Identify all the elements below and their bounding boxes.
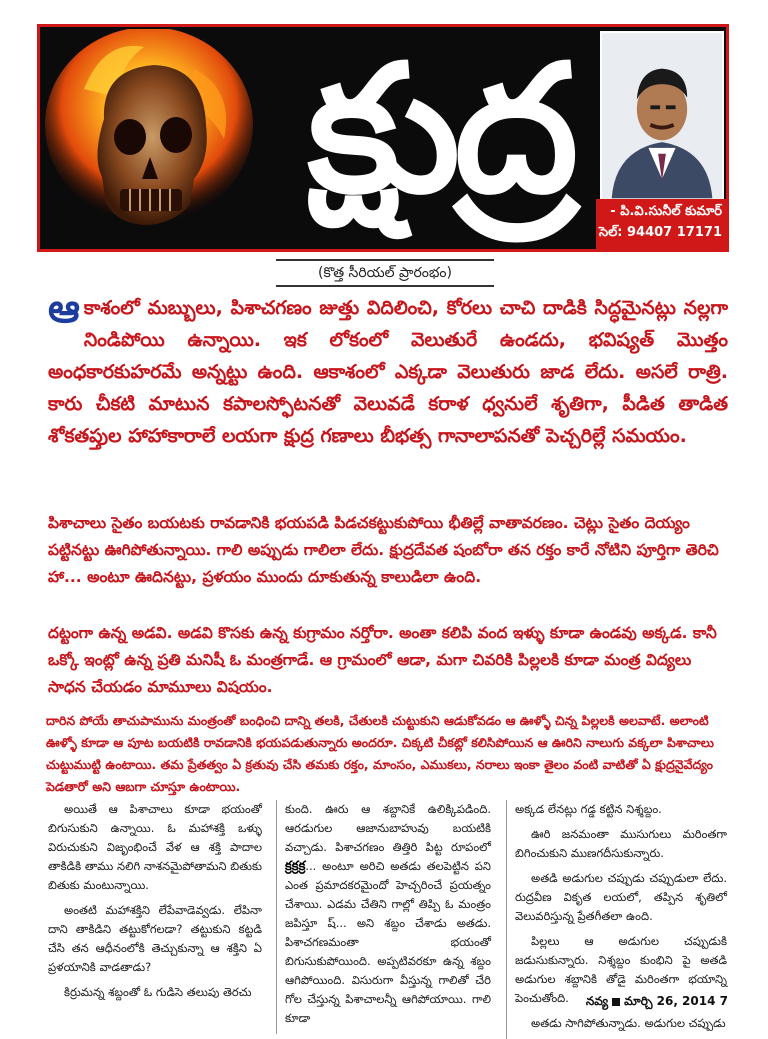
column-paragraph <box>285 800 491 1028</box>
column-paragraph: కిర్రుమన్న శబ్దంతో ఓ గుడిసె తలుపు తెరచు <box>64 985 252 999</box>
publication-name: నవ్య <box>585 994 609 1008</box>
column-paragraph: అతడి అడుగుల చప్పుడు చప్పుడులా లేదు. రుద్రవీణ వికృత లయలో, తప్పిన శృతిలో వెలువరిస్తున్న ప్రేతగీతలా ఉంది. <box>515 871 727 923</box>
text-column-1 <box>48 800 262 1008</box>
author-credit <box>596 199 728 249</box>
serial-title: క్షుద్ర <box>307 25 573 232</box>
page-footer <box>586 994 728 1011</box>
drop-cap: ఆ <box>48 286 80 332</box>
intro-paragraph <box>48 286 728 502</box>
column-paragraph: అయితే ఆ పిశాచాలు కూడా భయంతో బిగుసుకుని ఉన్నాయి. ఓ మహాశక్తి ఒళ్ళు విరుచుకుని విజృంభించే వేళ ఆ శక్తి పాదాల తాకిడికి తాము నలిగి నాశనమైపోతామని బితుకు బితుకు మంటున్నాయి. <box>48 802 262 892</box>
serial-title-banner <box>37 24 729 252</box>
column-text: ... అంటూ అరిచి అతడు తలపెట్టిన పని ఎంత ప్రమాదకరమైందో హెచ్చరించే ప్రయత్నం చేశాయి. ఎడమ చేతిని గాల్లో తిప్పి ఓ మంత్రం జపిస్తూ ష్... అని శబ్దం చేశాడు అతడు. పిశాచగణమంతా భయంతో బిగుసుకుపోయింది. అప్పటివరకూ ఉన్న శబ్దం ఆగిపోయింది. విసురుగా వీస్తున్న గాలితో చేరి గోల చేస్తున్న పిశాచాలన్నీ ఆగిపోయాయి. గాలి కూడా <box>285 859 491 1025</box>
issue-date: మార్చి 26, 2014 <box>624 994 716 1008</box>
column-paragraph: అతడు సాగిపోతున్నాడు. అడుగుల చప్పుడు <box>531 1016 726 1030</box>
intro-text: కాశంలో మబ్బులు, పిశాచగణం జుత్తు విదిలించి, కోరలు చాచి దాడికి సిద్ధమైనట్లు నల్లగా నిండిపోయి ఉన్నాయి. ఇక లోకంలో వెలుతురే ఉండదు, భవిష్యత్ మొత్తం అంధకారకుహరమే అన్నట్టు ఉంది. ఆకాశంలో ఎక్కడా వెలుతురు జాడ లేదు. అసలే రాత్రి. కారు చీకటి మాటున కపాలస్ఫోటనతో వెలువడే కరాళ ధ్వనులే శృతిగా, పీడిత తాడిత శోకతప్తుల హాహాకారాలే లయగా క్షుద్ర గణాలు బీభత్స గానాలాపనతో పెచ్చరిల్లే సమయం. <box>48 297 728 447</box>
text-column-2 <box>276 800 491 1034</box>
page-number: 7 <box>719 994 728 1008</box>
serial-subtitle: (కొత్త సీరియల్ ప్రారంభం) <box>276 259 494 287</box>
column-text: కుంది. ఊరు ఆ శబ్దానికే ఉలిక్కిపడింది. ఆరడుగుల ఆజానుబాహువు బయటికి వచ్చాడు. పిశాచగణం తిత్తిరి పిట్ట రూపంలో <box>285 802 491 854</box>
author-name: - పి.వి.సునీల్ కుమార్ <box>610 204 722 219</box>
paragraph-3: దట్టంగా ఉన్న అడవి. అడవి కొసకు ఉన్న కుగ్రామం నర్తోరా. అంతా కలిపి వంద ఇళ్ళు కూడా ఉండవు అక్కడ. కానీ ఒక్కో ఇంట్లో ఉన్న ప్రతి మనిషీ ఓ మంత్రగాడే. ఆ గ్రామంలో ఆడా, మగా చివరికి పిల్లలకి కూడా మంత్ర విద్యలు సాధన చేయడం మామూలు విషయం. <box>48 624 717 696</box>
flaming-skull-icon <box>44 29 254 247</box>
column-paragraph: అంతటి మహాశక్తిని లేపేవాడెవ్వడు. లేపినా దాని తాకిడిని తట్టుకోగలడా? తట్టుకుని కట్టడి చేసి తన ఆధీనంలోకి తెచ్చుకున్నా ఆ శక్తిని ఏ ప్రళయానికి వాడతాడు? <box>48 903 262 974</box>
footer-separator <box>612 998 620 1006</box>
author-photo <box>600 31 724 201</box>
paragraph-2: పిశాచాలు సైతం బయటకు రావడానికి భయపడి పిడచకట్టుకుపోయి భీతిల్లే వాతావరణం. చెట్లు సైతం దెయ్యం పట్టినట్టు ఊగిపోతున్నాయి. గాలి అప్పుడు గాలిలా లేదు. క్షుద్రదేవత షంబోరా తన రక్తం కారే నోటిని పూర్తిగా తెరిచి హా... అంటూ ఊదినట్టు, ప్రళయం ముందు దూకుతున్న కాలుడిలా ఉంది. <box>48 514 719 586</box>
column-paragraph: పిల్లలు ఆ అడుగుల చప్పుడుకి జడుసుకున్నారు. నిశ్శబ్దం కుంభిని పై అతడి అడుగుల శబ్దానికి తోడై మరింతగా భయాన్ని పెంచుతోంది. <box>515 934 727 1005</box>
paragraph-4: దారిన పోయే తాచుపామును మంత్రంతో బంధించి దాన్ని తలకి, చేతులకి చుట్టుకుని ఆడుకోవడం ఆ ఊళ్ళో చిన్న పిల్లలకి అలవాటే. అలాంటి ఊళ్ళో కూడా ఆ పూట బయటికి రావడానికి భయపడుతున్నారు అందరూ. చిక్కటి చీకట్లో కలిసిపోయిన ఆ ఊరిని నాలుగు వక్కలా పిశాచాలు చుట్టుముట్టి ఉంటాయి. తమ ప్రేతత్వం ఏ క్రతువు చేసి తమకు రక్తం, మాంసం, ఎముకలు, నరాలు ఇంకా తైలం వంటి వాటితో ఏ క్షుద్రనైవేద్యం పెడతారో అని ఆబగా చూస్తూ ఉంటాయి. <box>46 713 714 794</box>
sound-word: క్రక్రక్ర <box>285 859 306 874</box>
column-paragraph: ఊరి జనమంతా ముసుగులు మరింతగా బిగించుకుని ముణగదీసుకున్నారు. <box>515 827 727 860</box>
author-phone: సెల్: 94407 17171 <box>598 225 722 240</box>
column-paragraph: అక్కడ లేనట్లు గడ్డ కట్టిన నిశ్శబ్దం. <box>515 802 662 816</box>
